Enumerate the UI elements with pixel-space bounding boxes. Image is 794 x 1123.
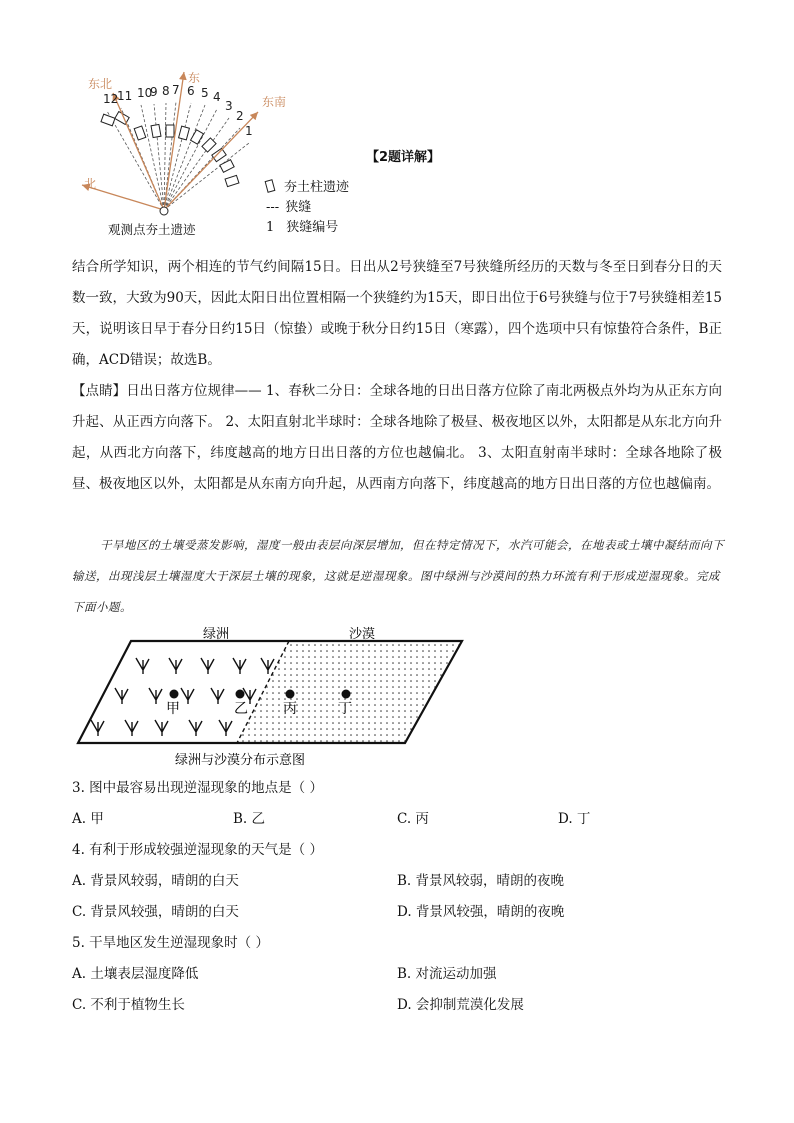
pillar — [179, 126, 190, 140]
slit-number: 1 — [245, 124, 253, 138]
question-5-stem: 5. 干旱地区发生逆湿现象时（ ） — [72, 935, 269, 951]
q3-option-d[interactable]: D. 丁 — [558, 811, 591, 827]
slit-number: 8 — [162, 84, 170, 98]
question-4-stem: 4. 有利于形成较强逆湿现象的天气是（ ） — [72, 842, 323, 858]
slit-number: 2 — [236, 109, 244, 123]
southeast-arrow — [164, 112, 258, 210]
pillar — [191, 130, 204, 144]
plant-icon — [261, 658, 274, 674]
slit-number: 7 — [172, 83, 180, 97]
tip-text: 【点睛】日出日落方位规律—— 1、春秋二分日：全球各地的日出日落方位除了南北两极点外均为从正东方向升起、从正西方向落下。 2、太阳直射北半球时：全球各地除了极昼、极夜地区以外，太阳都是从东北方向升起，从西北方向落下，纬度越高的地方日出日落的方位也越偏北。 3、太阳直射南半球时：全球各地除了极昼、极夜地区以外，太阳都是从东南方向升起，从西南方向落下，纬度越高的地方日出日落的方位也越偏南。 — [72, 383, 722, 492]
legend-number-text: 狭缝编号 — [286, 220, 339, 235]
point-label: 丙 — [283, 701, 297, 717]
oasis-label: 绿洲 — [203, 627, 230, 642]
slit-number: 5 — [201, 86, 209, 100]
figure-caption: 绿洲与沙漠分布示意图 — [175, 753, 306, 768]
slit-number: 12 — [103, 92, 119, 106]
dir-east-label: 东 — [188, 71, 201, 85]
plant-icon — [189, 720, 202, 736]
pillar — [166, 125, 174, 137]
pillar — [101, 114, 115, 126]
q4-option-b[interactable]: B. 背景风较弱，晴朗的夜晚 — [397, 873, 565, 889]
oasis-desert-diagram — [70, 620, 470, 770]
plant-icon — [149, 688, 162, 704]
point-label: 乙 — [234, 701, 248, 717]
plant-icon — [169, 658, 182, 674]
legend-pillar-text: 夯土柱遗迹 — [284, 180, 350, 195]
point-label: 甲 — [166, 701, 180, 717]
legend-number-row — [266, 216, 338, 235]
dir-northeast-label: 东北 — [88, 77, 113, 91]
q5-option-b[interactable]: B. 对流运动加强 — [397, 966, 497, 982]
explanation-text: 结合所学知识，两个相连的节气约间隔15日。日出从2号狭缝至7号狭缝所经历的天数与冬至日到春分日的天数一致，大致为90天，因此太阳日出位置相隔一个狭缝约为15天，即日出位于6号狭缝与位于7号狭缝相差15天，说明该日早于春分日约15日（惊蛰）或晚于秋分日约15日（寒露），四个选项中只有惊蛰符合条件，B正确，ACD错误；故选B。 — [72, 259, 722, 368]
pillar — [202, 138, 216, 152]
legend-slit-row — [266, 196, 311, 215]
q5-option-d[interactable]: D. 会抑制荒漠化发展 — [397, 997, 524, 1013]
legend-pillar-row — [266, 176, 349, 195]
legend-slit-text: 狭缝 — [285, 200, 312, 215]
slit-number: 11 — [117, 89, 133, 103]
intro-text: 干旱地区的土壤受蒸发影响，湿度一般由表层向深层增加，但在特定情况下，水汽可能会，在地表或土壤中凝结而向下输送，出现浅层土壤湿度大于深层土壤的现象，这就是逆湿现象。图中绿洲与沙漠间的热力环流有利于形成逆湿现象。完成下面小题。 — [72, 538, 724, 614]
question-3-stem: 3. 图中最容易出现逆湿现象的地点是（ ） — [72, 780, 323, 796]
q5-option-a[interactable]: A. 土壤表层湿度降低 — [72, 966, 199, 982]
northeast-arrow — [113, 93, 164, 210]
slit-number: 3 — [225, 99, 233, 113]
q5-option-c[interactable]: C. 不利于植物生长 — [72, 997, 185, 1013]
pillar-legend-icon — [265, 179, 276, 193]
plant-icon — [125, 720, 138, 736]
sunrise-slit-diagram — [70, 62, 287, 242]
detail-heading: 【2题详解】 — [366, 150, 441, 165]
point-marker — [170, 690, 179, 699]
observation-point-marker — [160, 207, 168, 215]
point-label: 丁 — [338, 701, 352, 717]
desert-label: 沙漠 — [349, 627, 376, 642]
q3-option-b[interactable]: B. 乙 — [233, 811, 266, 827]
pillar — [220, 160, 234, 173]
pillar — [225, 175, 239, 186]
slit-line — [154, 104, 164, 210]
plant-icon — [181, 688, 194, 704]
pillar — [134, 126, 146, 140]
plant-icon — [91, 720, 104, 736]
point-marker — [286, 690, 295, 699]
plant-icon — [201, 658, 214, 674]
q3-option-a[interactable]: A. 甲 — [72, 811, 104, 827]
pillar — [212, 148, 226, 161]
rammed-earth-pillars — [101, 112, 239, 187]
q3-option-c[interactable]: C. 丙 — [397, 811, 429, 827]
q4-option-c[interactable]: C. 背景风较强，晴朗的白天 — [72, 904, 239, 920]
dir-north-label: 北 — [84, 177, 97, 191]
slit-number: 4 — [213, 90, 221, 104]
slit-number: 10 — [137, 86, 153, 100]
slit-number: 9 — [150, 85, 158, 99]
slit-line — [141, 105, 164, 210]
slit-legend-symbol: --- — [266, 200, 280, 215]
plant-icon — [233, 658, 246, 674]
point-marker — [342, 690, 351, 699]
q4-option-a[interactable]: A. 背景风较弱，晴朗的白天 — [72, 873, 239, 889]
dir-southeast-label: 东南 — [262, 95, 287, 109]
plant-icon — [136, 658, 149, 674]
point-marker — [236, 690, 245, 699]
pillar — [151, 124, 161, 137]
slit-number: 6 — [187, 84, 195, 98]
plant-icon — [115, 688, 128, 704]
observation-point-label: 观测点夯土遗迹 — [108, 222, 196, 237]
plant-icon — [155, 720, 168, 736]
number-legend-symbol: 1 — [266, 220, 275, 235]
q4-option-d[interactable]: D. 背景风较强，晴朗的夜晚 — [397, 904, 565, 920]
plant-icon — [219, 720, 232, 736]
plant-icon — [211, 688, 224, 704]
